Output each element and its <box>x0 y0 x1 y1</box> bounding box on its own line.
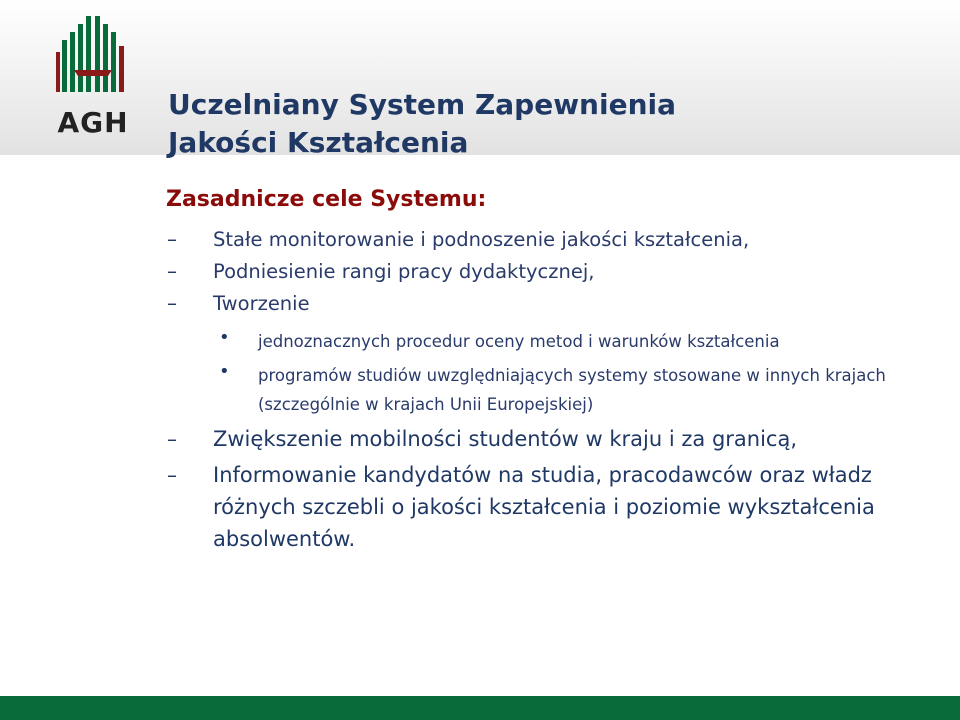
section-subtitle: Zasadnicze cele Systemu: <box>166 187 487 212</box>
list-dash-marker: – <box>167 227 177 251</box>
list-dash-marker: – <box>167 463 177 487</box>
list-item: Informowanie kandydatów na studia, pracodawców oraz władz różnych szczebli o jakości kształcenia i poziomie wykształcenia absolwentów. <box>213 463 875 551</box>
list-item: Tworzenie <box>213 292 310 315</box>
list-dash-marker: – <box>167 259 177 283</box>
list-item: Zwiększenie mobilności studentów w kraju i za granicą, <box>213 427 798 451</box>
list-bullet-marker: • <box>219 361 230 382</box>
footer-bar <box>0 696 960 720</box>
title-line-1: Uczelniany System Zapewnienia <box>168 88 677 121</box>
list-bullet-marker: • <box>219 327 230 348</box>
list-dash-marker: – <box>167 291 177 315</box>
agh-logo-mark-icon <box>52 12 134 104</box>
agh-logo <box>52 12 134 140</box>
list-dash-marker: – <box>167 427 177 451</box>
logo-text: AGH <box>57 106 129 139</box>
list-item: Stałe monitorowanie i podnoszenie jakości kształcenia, <box>213 228 750 251</box>
title-line-2: Jakości Kształcenia <box>168 126 469 159</box>
list-item: Podniesienie rangi pracy dydaktycznej, <box>213 260 595 283</box>
sub-list-item: jednoznacznych procedur oceny metod i warunków kształcenia <box>258 332 780 351</box>
sub-list-item: programów studiów uwzględniających systemy stosowane w innych krajach (szczególnie w krajach Unii Europejskiej) <box>258 366 886 414</box>
page-title <box>168 86 676 162</box>
